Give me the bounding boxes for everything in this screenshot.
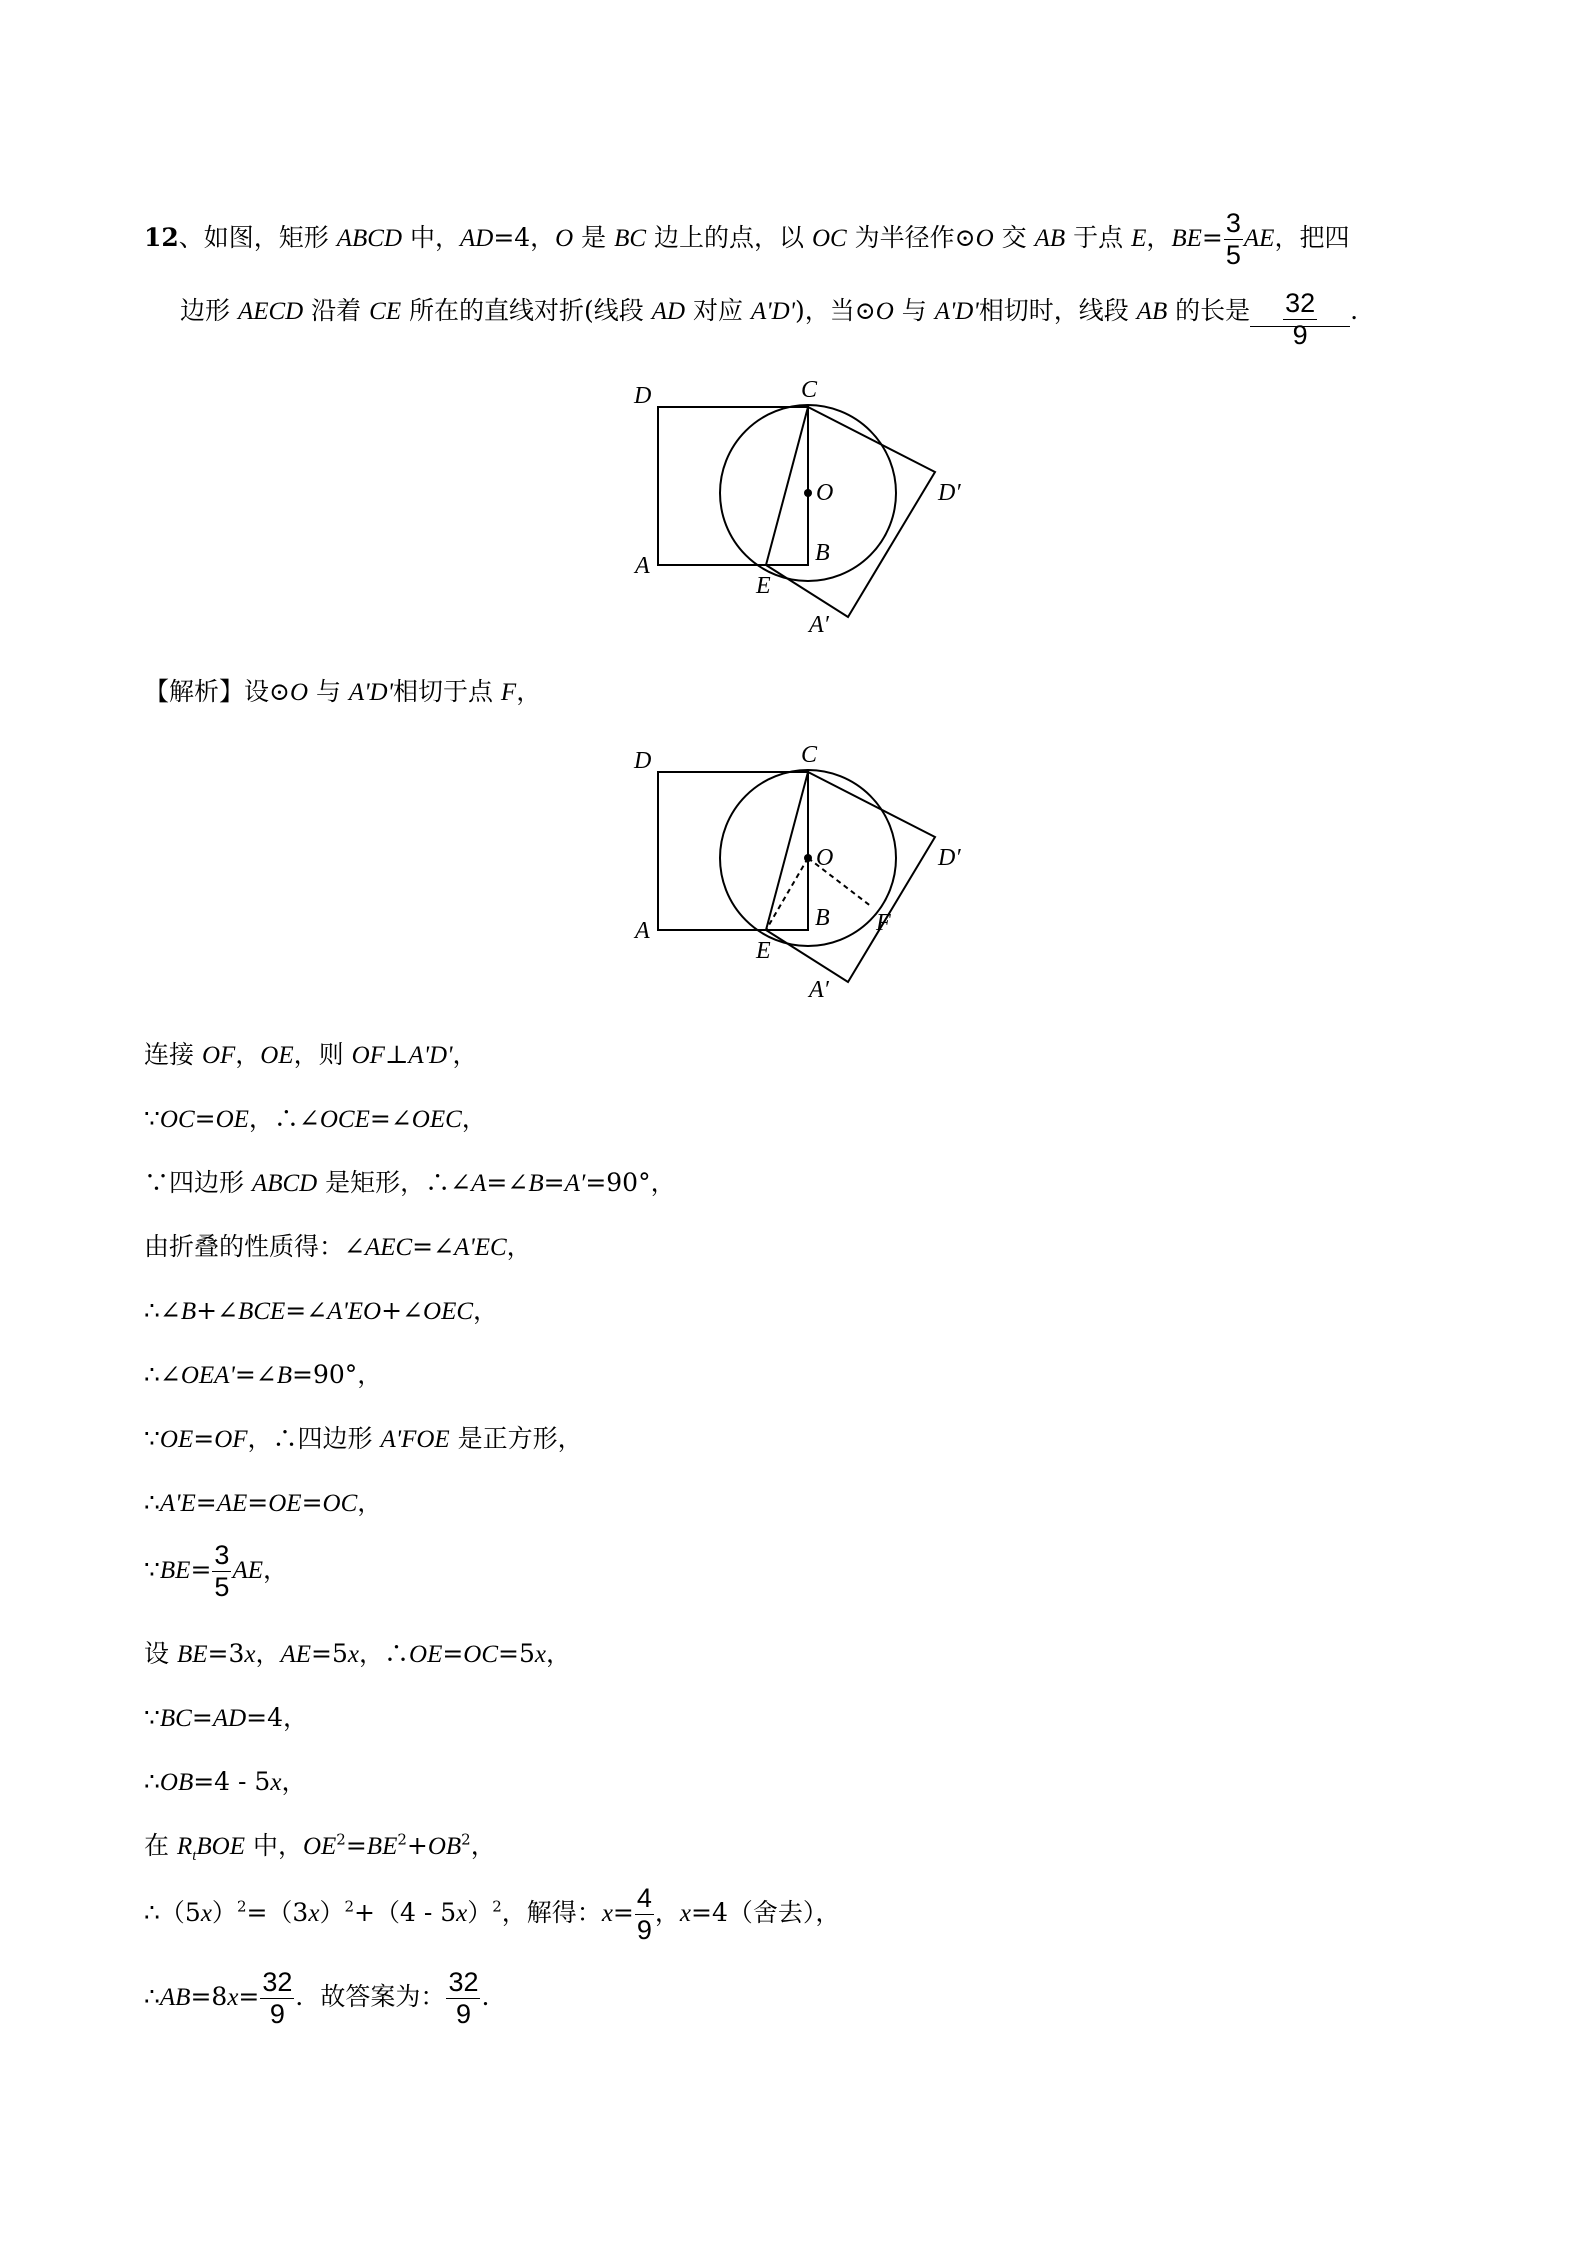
text: 相切于点 [392,677,501,706]
text: ABCD [251,1170,318,1197]
text: O [555,225,574,252]
text: R [176,1833,193,1860]
text: x [456,1900,468,1927]
text: 交 [993,223,1035,252]
label-c: C [801,742,818,768]
text: OC [463,1641,499,1668]
center-point-o [804,854,812,862]
step-10 [144,1634,571,1670]
text: B [528,1170,544,1197]
text: ∵四边形 [144,1168,252,1197]
text: AE [1243,225,1275,252]
text: 、如图，矩形 [178,223,337,252]
exponent: 2 [397,1830,407,1849]
fraction-denominator: 5 [1225,240,1241,270]
text: OE [260,1042,294,1069]
text: O [289,679,309,706]
problem-number: 12 [144,223,179,252]
text: ） [319,1898,345,1927]
text: )，当⊙ [795,296,876,325]
step-1 [144,1035,477,1071]
label-b: B [815,905,830,931]
text: =∠ [285,1296,328,1325]
text: 中， [245,1831,303,1860]
exponent: 2 [492,1897,502,1916]
label-a-prime: A′ [809,612,829,638]
text: OF [351,1042,385,1069]
text: 为半径作⊙ [846,223,976,252]
text: ， [452,1040,478,1069]
text: OB [159,1769,194,1796]
text: =∠ [486,1168,529,1197]
text: ， [461,1104,487,1133]
label-b: B [815,540,830,566]
text: = [247,1488,269,1517]
text: 对应 [685,296,751,325]
text: O [875,298,894,325]
text: OE [409,1641,443,1668]
text: OB [427,1833,462,1860]
text: x [679,1900,692,1927]
text: A′ [564,1170,586,1197]
text: ∴ [144,1488,160,1517]
text: AB [159,1984,191,2011]
text: AE [216,1490,248,1517]
text: x [200,1900,212,1927]
step-11 [144,1698,308,1734]
text: 边形 [180,296,238,325]
segment-ce [766,407,808,565]
geometry-figure-1 [620,370,961,638]
text: x [308,1900,320,1927]
text: A'D' [408,1042,453,1069]
text: AD [651,298,686,325]
text: x [270,1769,282,1796]
fraction [260,1969,294,2028]
rectangle-abcd [658,407,808,565]
text: ∵ [144,1104,160,1133]
text: AE [232,1557,263,1584]
text: =4（舍去）， [691,1898,841,1927]
step-7 [144,1419,583,1455]
text: ，把四 [1274,223,1350,252]
text: = [194,1104,216,1133]
text: ∵ [144,1424,160,1453]
text: = [193,1424,215,1453]
problem-line-2 [180,288,1359,350]
answer-fraction [446,1969,480,2028]
fraction [212,1542,231,1601]
text: ，∴四边形 [247,1424,381,1453]
text: 的长是 [1167,296,1251,325]
text: AEC [364,1234,413,1261]
text: ， [546,1639,572,1668]
text: = [612,1898,634,1927]
step-12 [144,1762,306,1798]
text: = [301,1488,323,1517]
folded-quadrilateral [766,772,935,982]
text: OEC [411,1106,462,1133]
fraction [1224,210,1243,269]
text: ⊥ [384,1040,409,1069]
text: OF [214,1426,248,1453]
fraction-denominator: 5 [214,1572,230,1602]
text: E [1131,225,1147,252]
step-4 [144,1227,532,1263]
text: BCE [238,1298,286,1325]
text: = [442,1639,464,1668]
fraction-denominator: 9 [636,1915,652,1945]
text: ∴ [144,1767,160,1796]
text: = [190,1555,212,1584]
text: BOE [196,1833,246,1860]
text: ， [255,1639,281,1668]
text: OC [812,225,847,252]
text: = [191,1703,213,1732]
text: A'FOE [380,1426,450,1453]
text: =5 [498,1639,535,1668]
exponent: 2 [344,1897,355,1916]
text: x [347,1641,359,1668]
text: = [345,1831,367,1860]
text: ∵ [144,1555,160,1584]
text: 边上的点，以 [646,223,812,252]
text: =4 - 5 [193,1767,271,1796]
text: 沿着 [303,296,370,325]
text: ABCD [336,225,403,252]
text: OC [322,1490,358,1517]
label-d-prime: D′ [938,480,961,506]
text: 是正方形， [449,1424,583,1453]
text: +∠ [196,1296,239,1325]
text: = [195,1488,217,1517]
text: =（3 [246,1898,309,1927]
text: ∵ [144,1703,160,1732]
text: =90°， [585,1168,676,1197]
text: = [1201,223,1223,252]
text: BE [176,1641,208,1668]
text: 相切时，线段 [978,296,1137,325]
text: OE [302,1833,337,1860]
step-15 [144,1969,489,2028]
fraction-denominator: 9 [269,1999,285,2029]
text: 【解析】设⊙ [144,677,290,706]
text: AB [1136,298,1168,325]
text: ，则 [293,1040,352,1069]
text: B [276,1362,292,1389]
text: ∴ [144,1982,160,2011]
text: BC [159,1705,192,1732]
text: 是 [573,223,615,252]
text: AE [280,1641,312,1668]
text: OC [159,1106,195,1133]
text: ∴（5 [144,1898,201,1927]
text: 于点 [1065,223,1132,252]
text: ∴∠ [144,1296,181,1325]
text: ） [467,1898,493,1927]
text: =4， [493,223,556,252]
analysis-header [144,672,541,708]
text: ．故答案为： [295,1982,446,2011]
text: B [180,1298,197,1325]
label-f: F [876,910,891,936]
text: =8 [190,1982,228,2011]
text: ， [262,1555,288,1584]
exponent: 2 [336,1830,346,1849]
text: ，∴∠ [248,1104,320,1133]
text: ， [473,1296,499,1325]
text: A'E [159,1490,196,1517]
folded-quadrilateral [766,407,935,617]
text: =∠ [234,1360,277,1389]
fraction-numerator: 32 [1285,288,1316,318]
step-8 [144,1483,382,1519]
text: x [227,1984,239,2011]
label-a: A [635,918,650,944]
step-9 [144,1542,288,1601]
text: O [975,225,994,252]
text: OEC [423,1298,474,1325]
fraction-denominator: 9 [1292,320,1308,350]
text: = [238,1982,260,2011]
text: 与 [893,296,935,325]
exponent: 2 [236,1897,247,1916]
text: ，∴ [359,1639,410,1668]
text: OE [268,1490,302,1517]
text: . [481,1982,490,2011]
step-6 [144,1355,382,1391]
step-3 [144,1163,676,1199]
text: OCE [319,1106,370,1133]
center-point-o [804,489,812,497]
geometry-figure-2 [620,735,961,1003]
text: 是矩形，∴∠ [317,1168,472,1197]
text: =5 [311,1639,348,1668]
text: A [471,1170,487,1197]
label-d: D [634,383,652,409]
text: ， [516,677,542,706]
text: +（4 - 5 [354,1898,457,1927]
text: A'EO [327,1298,382,1325]
text: 所在的直线对折(线段 [401,296,652,325]
text: BE [159,1557,191,1584]
fraction-numerator: 3 [214,1540,230,1570]
text: ， [1146,223,1172,252]
answer-fraction [1283,290,1317,349]
fraction-denominator: 9 [455,1999,471,2029]
dashed-oe [766,858,808,930]
text: OE [215,1106,249,1133]
text: ∴∠ [144,1360,181,1389]
text: F [500,679,517,706]
text: AD [212,1705,247,1732]
label-c: C [801,377,818,403]
text: ） [211,1898,237,1927]
step-2 [144,1099,487,1135]
text: ， [281,1767,307,1796]
text: ， [470,1831,496,1860]
fraction-numerator: 32 [262,1967,293,1997]
label-a: A [635,553,650,579]
fraction-numerator: 4 [636,1883,652,1913]
text: =3 [207,1639,245,1668]
text: 与 [308,677,349,706]
text: =4， [246,1703,308,1732]
text: x [244,1641,256,1668]
text: =∠ [369,1104,412,1133]
text: A'D' [934,298,979,325]
text: +∠ [381,1296,424,1325]
rectangle-abcd [658,772,808,930]
text: 设 [144,1639,177,1668]
text: 由折叠的性质得：∠ [144,1232,365,1261]
text: 中， [402,223,460,252]
text: 连接 [144,1040,202,1069]
fraction [635,1885,654,1944]
text: AECD [237,298,304,325]
text: x [534,1641,546,1668]
text: =90°， [292,1360,383,1389]
text: + [406,1831,428,1860]
exponent: 2 [461,1830,471,1849]
text: BC [614,225,647,252]
step-13 [144,1826,496,1865]
text: ， [235,1040,261,1069]
text: ， [654,1898,680,1927]
segment-ce [766,772,808,930]
label-e: E [756,938,771,964]
label-o: O [816,845,834,871]
problem-line-1 [144,210,1349,269]
label-a-prime: A′ [809,977,829,1003]
label-d: D [634,748,652,774]
text: x [601,1900,613,1927]
step-5 [144,1291,498,1327]
text: t [192,1848,197,1864]
text: ， [357,1488,383,1517]
label-e: E [756,573,771,599]
fraction-numerator: 3 [1225,208,1241,238]
text: A'D' [348,679,393,706]
text: AB [1034,225,1066,252]
text: OE [159,1426,194,1453]
text: OF [201,1042,236,1069]
label-o: O [816,480,834,506]
text: . [1350,296,1359,325]
text: 在 [144,1831,177,1860]
text: BE [1171,225,1202,252]
label-d-prime: D′ [938,845,961,871]
text: ，解得： [501,1898,602,1927]
text: AD [459,225,494,252]
fraction-numerator: 32 [448,1967,479,1997]
text: A'EC [454,1234,507,1261]
text: = [543,1168,565,1197]
text: =∠ [412,1232,455,1261]
text: BE [366,1833,398,1860]
text: ， [506,1232,532,1261]
answer-blank [1250,288,1350,350]
text: OEA' [180,1362,235,1389]
text: A'D' [750,298,796,325]
text: CE [369,298,402,325]
step-14 [144,1885,840,1944]
